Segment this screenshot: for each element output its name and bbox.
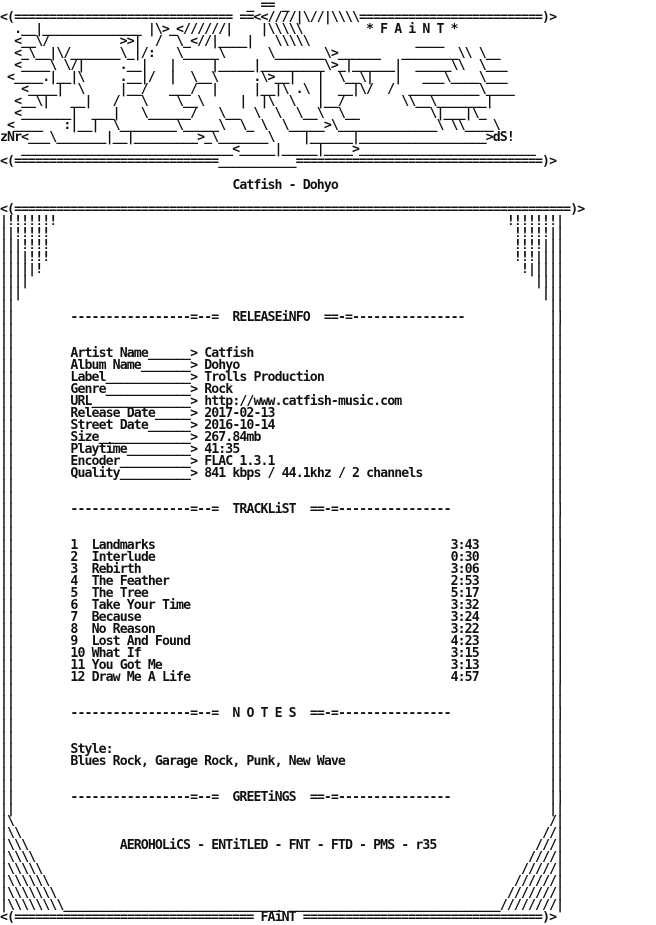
frame-border: || xyxy=(0,478,15,493)
frame-border: || xyxy=(549,430,564,445)
frame-border: || xyxy=(549,346,564,361)
bottom-art-right: ______________________________////////| xyxy=(288,898,564,913)
faint-logo-line: _ == _ xyxy=(0,0,289,13)
frame-border: || xyxy=(549,790,564,805)
faint-logo-line: ______________________________<_____|_____|____>_________________________ xyxy=(0,142,536,157)
track-number: 2 xyxy=(70,550,85,565)
info-value: 41:35 xyxy=(204,442,240,457)
frame-border: || xyxy=(0,514,15,529)
footer-group-name: FAiNT xyxy=(260,910,296,925)
faint-logo-line: <__\| __| / \ \__\ | |\ \ |__/ \\__\_______| xyxy=(0,94,493,109)
track-title: What If xyxy=(91,646,141,661)
bottom-art-left: |\\\\\\\\_______________________________ xyxy=(0,898,282,913)
frame-border: || xyxy=(549,742,564,757)
bottom-art-left: |\ xyxy=(0,814,15,829)
track-number: 12 xyxy=(70,670,85,685)
frame-border: || xyxy=(549,574,564,589)
release-title-row xyxy=(0,180,656,192)
section-rule-right: ==-=---------------- xyxy=(323,310,465,325)
info-label: Label____________> xyxy=(70,370,198,385)
frame-border: || xyxy=(0,790,15,805)
section-rule-left: -----------------=--= xyxy=(70,706,219,721)
frame-border: || xyxy=(0,634,15,649)
notes-style-value: Blues Rock, Garage Rock, Punk, New Wave xyxy=(70,754,345,769)
faint-logo-line: zNr<___\_______|__|_________>_\_______\ |______|__________________>dS! xyxy=(0,130,514,145)
bottom-art-right: ///////| xyxy=(506,886,564,901)
track-duration: 2:53 xyxy=(450,574,479,589)
frame-border: || xyxy=(0,670,15,685)
info-label: Size_____________> xyxy=(70,430,198,445)
track-number: 5 xyxy=(70,586,85,601)
frame-border: || xyxy=(0,754,15,769)
track-title: Lost And Found xyxy=(91,634,191,649)
frame-border: || xyxy=(549,802,564,817)
faint-logo-line: <____.|__|\ .__|/ | \__\ .\>__| | \__\| | ___\____\___ xyxy=(0,70,507,85)
frame-border: || xyxy=(0,574,15,589)
frame-border: || xyxy=(549,682,564,697)
notes-style-label: Style: xyxy=(70,742,113,757)
frame-border: || xyxy=(0,706,15,721)
frame-border: || xyxy=(0,406,15,421)
track-title: Landmarks xyxy=(91,538,155,553)
frame-border: || xyxy=(549,766,564,781)
track-duration: 4:57 xyxy=(450,670,479,685)
faint-logo-line: <____ :|__| \________\_____\ \_ \ \_____>\______________\ \\____\ xyxy=(0,118,500,133)
track-title: The Feather xyxy=(91,574,169,589)
section-rule-left: -----------------=--= xyxy=(70,310,219,325)
frame-border: || xyxy=(0,322,15,337)
frame-border: || xyxy=(0,658,15,673)
track-number: 9 xyxy=(70,634,85,649)
frame-border: || xyxy=(0,334,15,349)
frame-border: || xyxy=(549,646,564,661)
track-title: Take Your Time xyxy=(91,598,191,613)
footer-row xyxy=(0,912,656,924)
frame-border: || xyxy=(549,658,564,673)
info-value: Trolls Production xyxy=(204,370,324,385)
frame-border: || xyxy=(549,730,564,745)
faint-logo-line: <_______| ___| \______/ \__ \ \ \__\ \__ \|___|\_ xyxy=(0,106,486,121)
track-title: You Got Me xyxy=(91,658,162,673)
frame-border: || xyxy=(549,502,564,517)
frame-border: || xyxy=(549,358,564,373)
frame-border: || xyxy=(0,610,15,625)
corner-art-left: |!!!!!!! xyxy=(0,214,57,229)
greetings-list: AEROHOLiCS - ENTiTLED - FNT - FTD - PMS - r35 xyxy=(119,838,437,853)
notes-heading: N O T E S xyxy=(232,706,296,721)
faint-logo-line: .__|______________ |\>_<//////| |\\\\\ * F A i N T * xyxy=(0,22,458,37)
frame-border: || xyxy=(549,382,564,397)
faint-logo-line: <____| \ |__/ ___/ | |__|\ .\ | __|\/ / __________\____ xyxy=(0,82,514,97)
frame-border: || xyxy=(0,370,15,385)
release-info-heading: RELEASEiNFO xyxy=(232,310,310,325)
frame-border: || xyxy=(549,562,564,577)
frame-border: || xyxy=(0,430,15,445)
faint-logo-line: <(=============================== ==<<////|\//|\\\\==========================)> xyxy=(0,10,557,25)
corner-art-left: ||||!!! xyxy=(0,250,50,265)
track-number: 3 xyxy=(70,562,85,577)
info-label: Album Name_______> xyxy=(70,358,198,373)
frame-border: || xyxy=(549,694,564,709)
frame-border: || xyxy=(0,550,15,565)
section-rule-right: ==-=---------------- xyxy=(309,502,451,517)
frame-border: || xyxy=(0,586,15,601)
frame-border: || xyxy=(549,478,564,493)
corner-art-left: |||| xyxy=(0,274,29,289)
section-rule-left: -----------------=--= xyxy=(70,790,219,805)
frame-border: || xyxy=(0,778,15,793)
info-label: URL______________> xyxy=(70,394,198,409)
corner-art-left: |||!!!! xyxy=(0,238,50,253)
frame-border: || xyxy=(549,670,564,685)
corner-art-right: || xyxy=(492,298,564,313)
track-duration: 3:13 xyxy=(450,658,479,673)
faint-logo-line: <____\ \/| .__| | |_____|_________\>_|______| _____\\ \___ xyxy=(0,58,507,73)
track-number: 1 xyxy=(70,538,85,553)
track-title: No Reason xyxy=(91,622,155,637)
frame-border: || xyxy=(549,442,564,457)
info-value: Rock xyxy=(204,382,233,397)
info-value: 267.84mb xyxy=(204,430,261,445)
track-duration: 3:32 xyxy=(450,598,479,613)
bottom-art-left: |\\\\\\\ xyxy=(0,886,57,901)
frame-border: || xyxy=(549,550,564,565)
frame-border: || xyxy=(549,622,564,637)
bottom-art-left: |\\ xyxy=(0,826,22,841)
bottom-art-right: //////| xyxy=(513,874,564,889)
track-number: 6 xyxy=(70,598,85,613)
frame-border: || xyxy=(549,526,564,541)
frame-border: || xyxy=(0,766,15,781)
frame-border: || xyxy=(0,562,15,577)
frame-border: || xyxy=(549,418,564,433)
corner-art-left: ||!!!!! xyxy=(0,226,50,241)
frame-border: || xyxy=(0,466,15,481)
frame-border: || xyxy=(0,346,15,361)
track-title: The Tree xyxy=(91,586,148,601)
frame-border: || xyxy=(0,694,15,709)
info-label: Playtime_________> xyxy=(70,442,198,457)
section-rule-left: -----------------=--= xyxy=(70,502,219,517)
track-number: 11 xyxy=(70,658,85,673)
info-label: Genre____________> xyxy=(70,382,198,397)
info-value: Catfish xyxy=(204,346,254,361)
track-title: Interlude xyxy=(91,550,155,565)
frame-border: || xyxy=(549,706,564,721)
info-value: 2016-10-14 xyxy=(204,418,275,433)
release-title: Catfish - Dohyo xyxy=(232,178,338,193)
bottom-art-left: |\\\ xyxy=(0,838,29,853)
info-label: Quality__________> xyxy=(70,466,198,481)
frame-border: || xyxy=(549,394,564,409)
frame-border: || xyxy=(0,454,15,469)
info-label: Encoder__________> xyxy=(70,454,198,469)
info-value: Dohyo xyxy=(204,358,240,373)
frame-border: || xyxy=(0,646,15,661)
faint-logo-line: <(=============================___________===================================)> xyxy=(0,154,557,169)
greetings-heading: GREETiNGS xyxy=(232,790,296,805)
frame-border: || xyxy=(0,502,15,517)
frame-border: || xyxy=(0,802,15,817)
corner-art-right: |||| xyxy=(492,274,564,289)
corner-art-left: || xyxy=(0,298,15,313)
track-number: 10 xyxy=(70,646,85,661)
corner-art-right: !||||| xyxy=(492,262,564,277)
frame-border: || xyxy=(549,538,564,553)
info-value: http://www.catfish-music.com xyxy=(204,394,402,409)
tracklist-heading: TRACKLiST xyxy=(232,502,296,517)
track-title: Draw Me A Life xyxy=(91,670,191,685)
track-title: Rebirth xyxy=(91,562,141,577)
corner-art-right: !!!!!!!| xyxy=(506,214,564,229)
frame-border: || xyxy=(549,778,564,793)
corner-art-right: !!!|||| xyxy=(492,250,564,265)
bottom-art-right: ///| xyxy=(535,838,564,853)
frame-border: || xyxy=(0,442,15,457)
frame-border: || xyxy=(0,538,15,553)
frame-border: || xyxy=(549,466,564,481)
faint-logo-line: <__\/ >>| / \_<//|____| \\\\\ ____ xyxy=(0,34,444,49)
track-duration: 4:23 xyxy=(450,634,479,649)
corner-art-left: ||| xyxy=(0,286,22,301)
frame-border: || xyxy=(0,382,15,397)
frame-border: || xyxy=(549,322,564,337)
frame-border: || xyxy=(0,310,15,325)
corner-art-left: |||||! xyxy=(0,262,43,277)
frame-border: || xyxy=(549,586,564,601)
section-rule-right: ==-=---------------- xyxy=(309,706,451,721)
track-number: 4 xyxy=(70,574,85,589)
frame-border: || xyxy=(0,730,15,745)
bottom-art-left: |\\\\ xyxy=(0,850,36,865)
info-label: Street Date______> xyxy=(70,418,198,433)
section-rule-right: ==-=---------------- xyxy=(309,790,451,805)
frame-border: || xyxy=(0,358,15,373)
bottom-art-left: |\\\\\ xyxy=(0,862,43,877)
faint-logo-line: <_\__|\/_______\_|/: \_____\ \_______\>______ ________\\ \__ xyxy=(0,46,500,61)
track-title: Because xyxy=(91,610,141,625)
frame-border: || xyxy=(0,622,15,637)
frame-border: || xyxy=(549,334,564,349)
frame-border: || xyxy=(0,526,15,541)
bottom-art-right: //| xyxy=(542,826,564,841)
track-duration: 5:17 xyxy=(450,586,479,601)
track-duration: 3:06 xyxy=(450,562,479,577)
track-duration: 3:24 xyxy=(450,610,479,625)
logo-row xyxy=(0,156,656,168)
bottom-art-left: |\\\\\\ xyxy=(0,874,50,889)
frame-border: || xyxy=(0,418,15,433)
frame-border: || xyxy=(0,598,15,613)
info-value: 2017-02-13 xyxy=(204,406,275,421)
frame-border: || xyxy=(0,742,15,757)
track-duration: 3:15 xyxy=(450,646,479,661)
footer-rule-left: <(================================== xyxy=(0,910,254,925)
frame-border: || xyxy=(549,634,564,649)
frame-border: || xyxy=(549,718,564,733)
track-number: 7 xyxy=(70,610,85,625)
frame-border: || xyxy=(549,514,564,529)
frame-border: || xyxy=(0,682,15,697)
bottom-art-right: ////| xyxy=(527,850,564,865)
bottom-art-right: /| xyxy=(549,814,564,829)
track-duration: 3:22 xyxy=(450,622,479,637)
track-number: 8 xyxy=(70,622,85,637)
frame-border: || xyxy=(549,454,564,469)
frame-border: || xyxy=(549,598,564,613)
frame-border: || xyxy=(0,718,15,733)
frame-border: || xyxy=(549,370,564,385)
bottom-art-right: /////| xyxy=(520,862,564,877)
corner-art-right: ||| xyxy=(492,286,564,301)
box-top-border: <(===============================================================================)> xyxy=(0,202,585,217)
info-value: 841 kbps / 44.1khz / 2 channels xyxy=(204,466,423,481)
corner-art-right: !!!!!|| xyxy=(506,226,564,241)
track-duration: 3:43 xyxy=(450,538,479,553)
track-duration: 0:30 xyxy=(450,550,479,565)
corner-art-right: !!!!||| xyxy=(499,238,564,253)
frame-border: || xyxy=(0,490,15,505)
frame-border: || xyxy=(0,394,15,409)
frame-border: || xyxy=(549,490,564,505)
footer-rule-right: ==================================)> xyxy=(302,910,557,925)
frame-border: || xyxy=(549,610,564,625)
frame-border: || xyxy=(549,406,564,421)
info-label: Artist Name______> xyxy=(70,346,198,361)
frame-border: || xyxy=(549,754,564,769)
info-label: Release Date_____> xyxy=(70,406,198,421)
frame-border: || xyxy=(549,310,564,325)
info-value: FLAC 1.3.1 xyxy=(204,454,275,469)
